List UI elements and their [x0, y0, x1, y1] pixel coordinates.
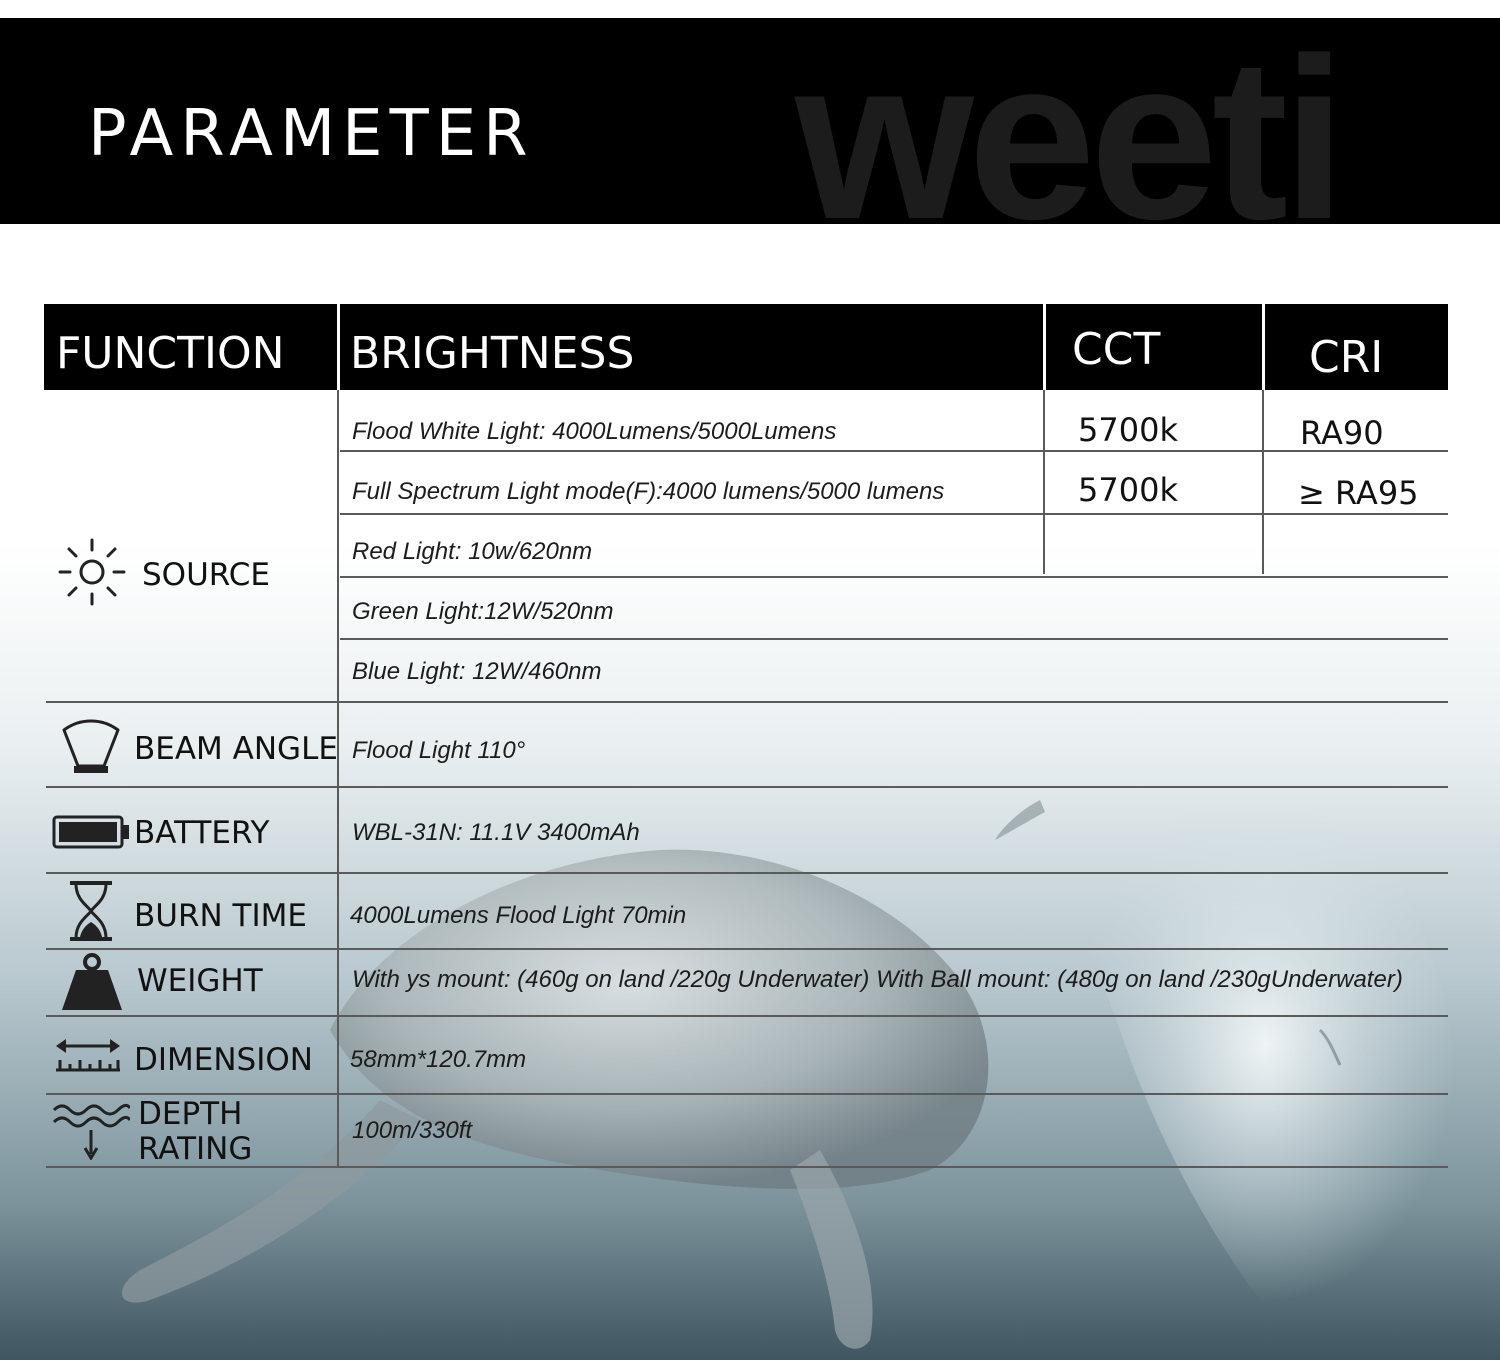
depth-rating-label-line1: DEPTH: [138, 1096, 243, 1132]
header-cct-label: CCT: [1072, 324, 1161, 375]
depth-wave-icon: [52, 1100, 130, 1160]
battery-label: BATTERY: [134, 815, 270, 851]
header-brightness-label: BRIGHTNESS: [350, 328, 635, 379]
source-brightness-2: Full Spectrum Light mode(F):4000 lumens/5000 lumens: [352, 478, 945, 505]
source-cri-1: RA90: [1300, 414, 1384, 452]
weight-value: With ys mount: (460g on land /220g Underwater) With Ball mount: (480g on land /230gUnderwater): [352, 966, 1403, 993]
header-brightness: [340, 304, 1043, 390]
row-divider: [46, 701, 1448, 703]
weight-label: WEIGHT: [137, 963, 263, 999]
burn-time-label: BURN TIME: [134, 898, 307, 934]
row-divider: [340, 513, 1448, 515]
source-cri-2: ≥ RA95: [1298, 474, 1419, 512]
source-brightness-1: Flood White Light: 4000Lumens/5000Lumens: [352, 418, 837, 445]
header-cct: [1046, 304, 1262, 390]
column-divider-cri: [1262, 390, 1264, 574]
beam-angle-value: Flood Light 110°: [352, 737, 526, 764]
dimension-label: DIMENSION: [134, 1042, 313, 1078]
row-divider: [46, 1093, 1448, 1095]
battery-value: WBL-31N: 11.1V 3400mAh: [352, 819, 640, 846]
battery-icon: [52, 814, 132, 850]
depth-rating-value: 100m/330ft: [352, 1117, 473, 1144]
row-divider: [340, 576, 1448, 578]
brand-watermark-text: weeti: [795, 18, 1341, 224]
row-divider: [340, 638, 1448, 640]
source-brightness-4: Green Light:12W/520nm: [352, 598, 614, 625]
depth-rating-label-line2: RATING: [138, 1131, 253, 1167]
beam-angle-label: BEAM ANGLE: [134, 731, 338, 767]
sun-icon: [56, 536, 128, 608]
source-label: SOURCE: [142, 557, 270, 593]
source-cct-2: 5700k: [1078, 471, 1178, 509]
column-divider-function: [337, 390, 339, 1168]
top-banner: [0, 18, 1500, 224]
row-divider: [46, 1015, 1448, 1017]
source-brightness-3: Red Light: 10w/620nm: [352, 538, 593, 565]
header-function-label: FUNCTION: [56, 328, 285, 379]
row-divider: [340, 450, 1448, 452]
weight-icon: [60, 952, 124, 1012]
row-divider: [46, 872, 1448, 874]
header-cri-label: CRI: [1309, 332, 1384, 383]
column-divider-cct: [1043, 390, 1045, 574]
dimension-value: 58mm*120.7mm: [350, 1046, 527, 1073]
row-divider: [46, 1166, 1448, 1168]
hourglass-icon: [68, 880, 114, 942]
header-function: [44, 304, 337, 390]
page-title: PARAMETER: [88, 97, 535, 171]
dimension-icon: [52, 1034, 124, 1076]
beam-angle-icon: [58, 718, 124, 780]
header-cri: [1265, 304, 1448, 390]
row-divider: [46, 786, 1448, 788]
burn-time-value: 4000Lumens Flood Light 70min: [350, 902, 687, 929]
source-cct-1: 5700k: [1078, 411, 1178, 449]
row-divider: [46, 948, 1448, 950]
source-brightness-5: Blue Light: 12W/460nm: [352, 658, 602, 685]
